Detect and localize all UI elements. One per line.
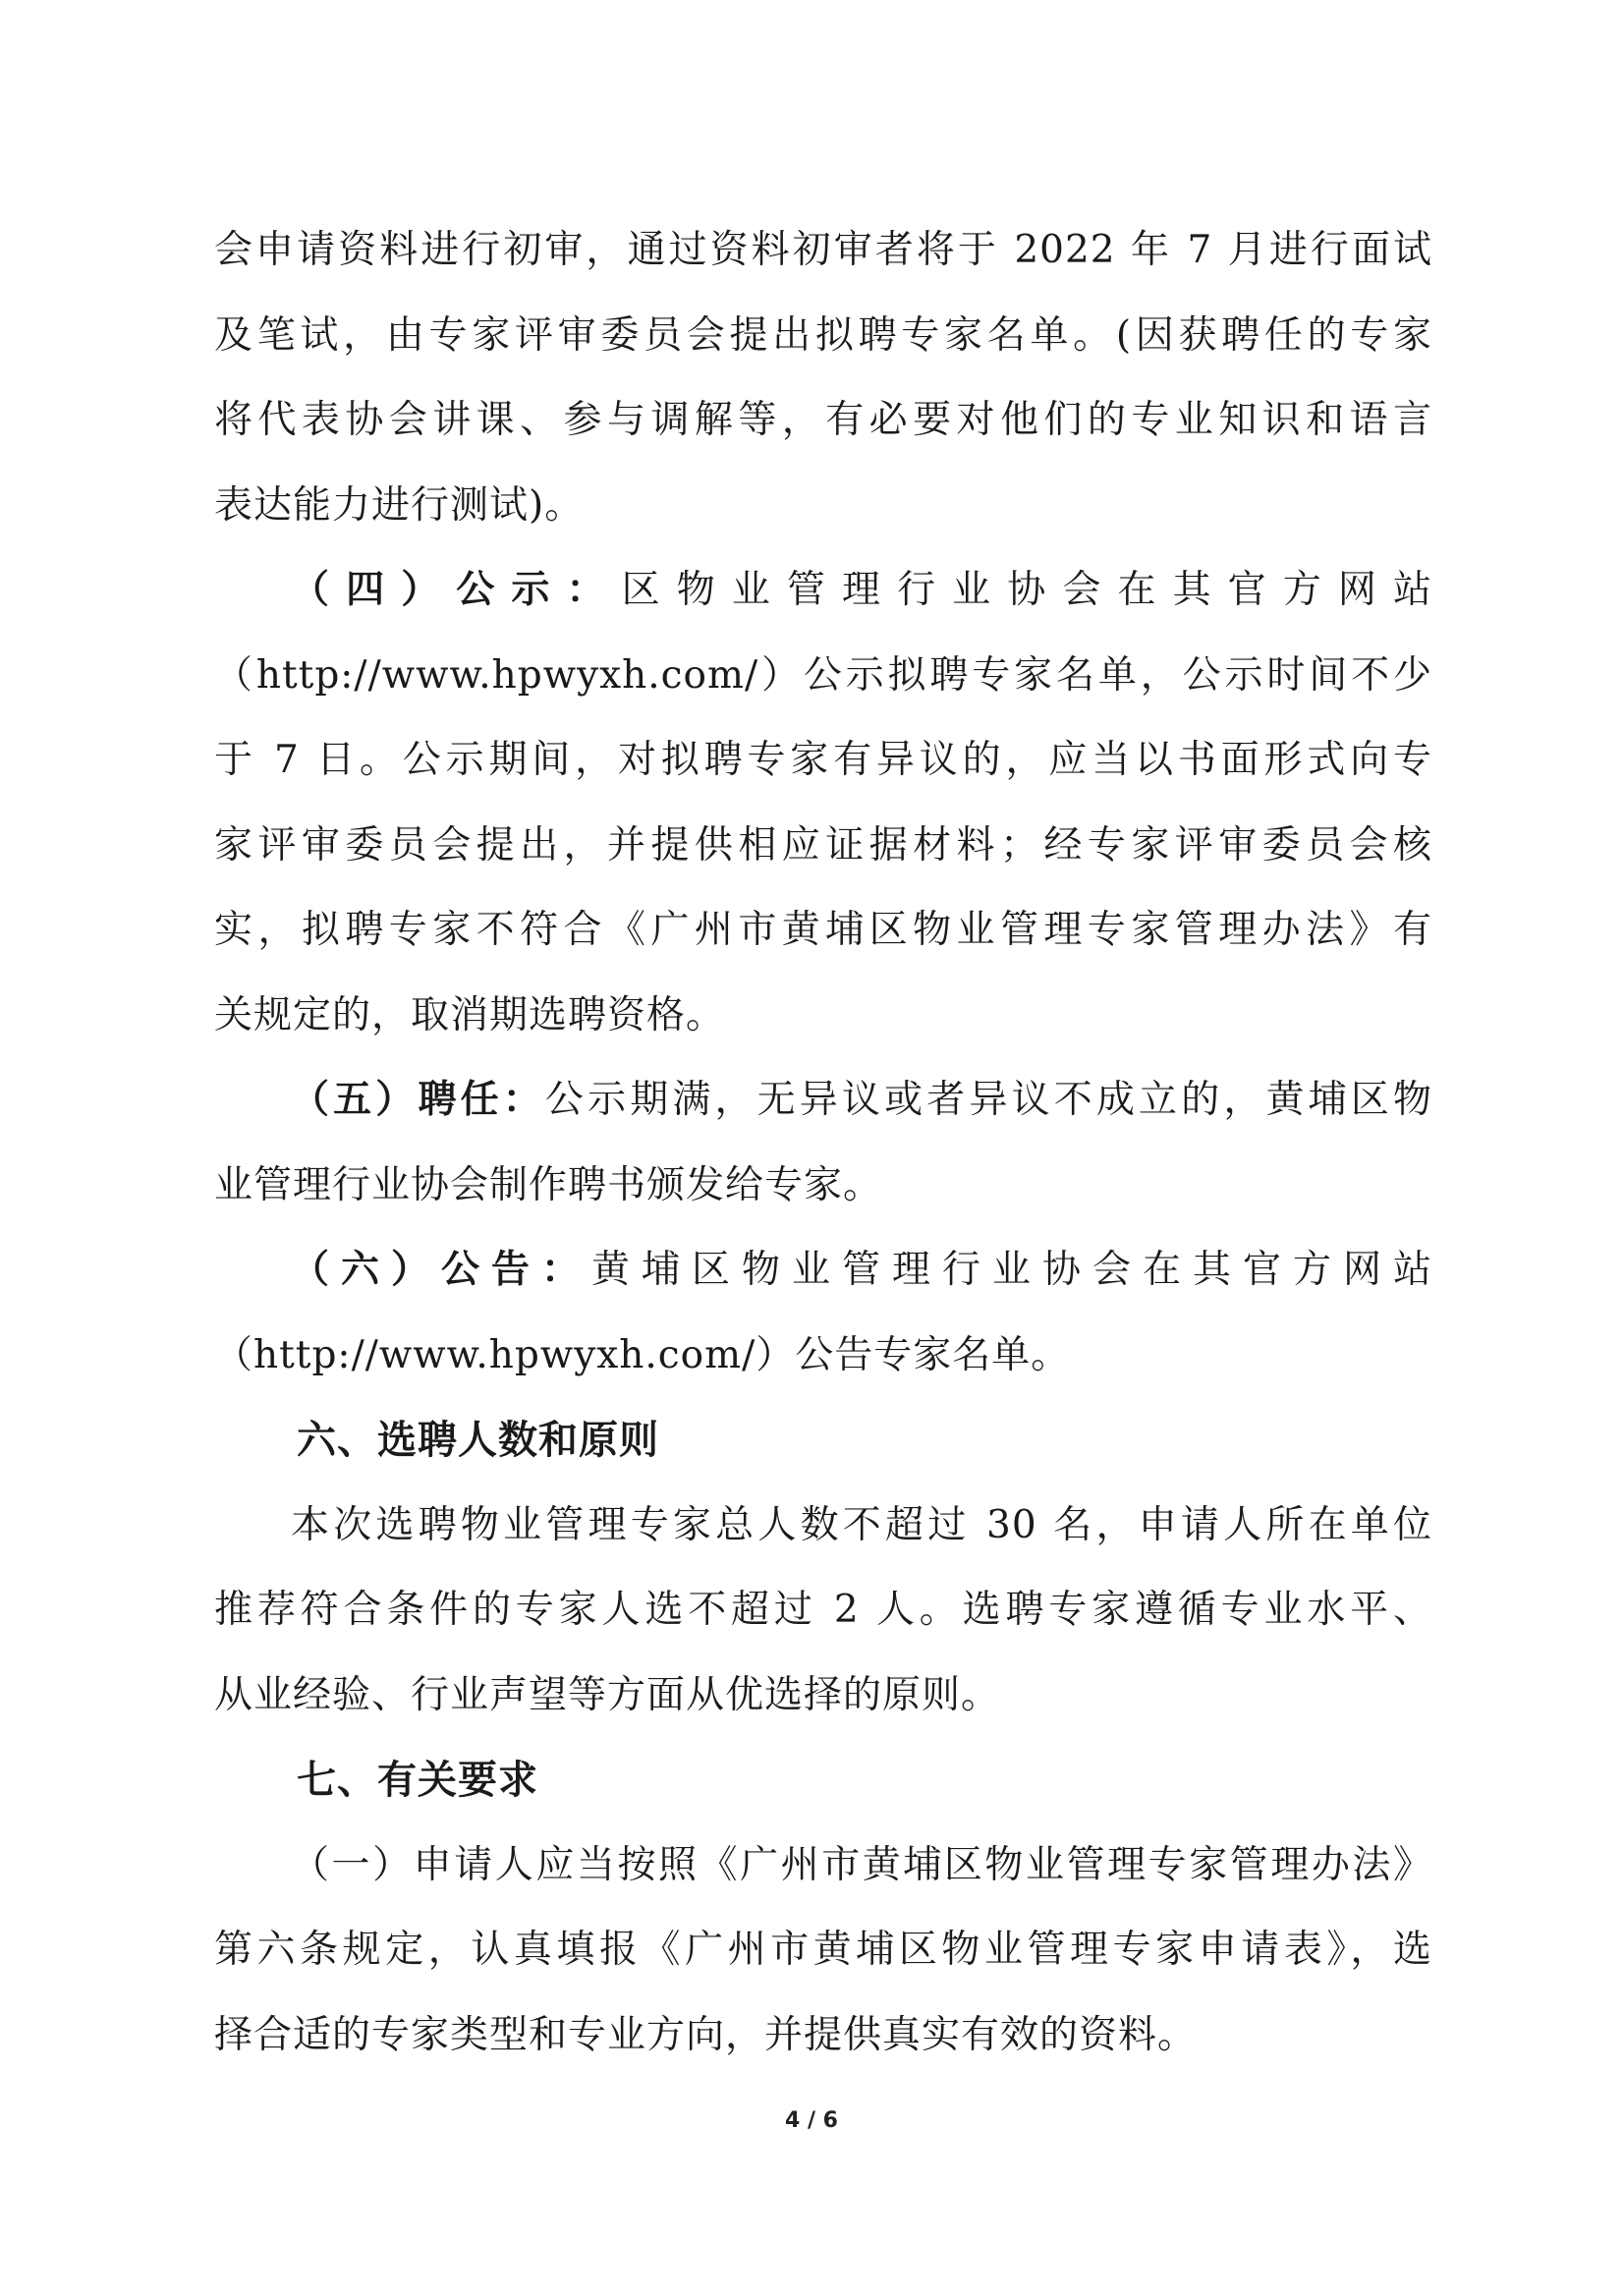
paragraph-line <box>214 804 1432 889</box>
line-text: 将代表协会讲课、参与调解等，有必要对他们的专业知识和语言 <box>214 398 1432 442</box>
line-text: 公示期满，无异议或者异议不成立的，黄埔区物 <box>544 1078 1432 1122</box>
document-body <box>214 208 1432 2078</box>
section-appointment-line <box>214 1058 1432 1144</box>
line-text: 黄埔区物业管理行业协会在其官方网站 <box>591 1248 1432 1292</box>
line-text: 业管理行业协会制作聘书颁发给专家。 <box>214 1162 883 1207</box>
line-text: 推荐符合条件的专家人选不超过 2 人。选聘专家遵循专业水平、 <box>214 1588 1432 1632</box>
paragraph-line <box>214 888 1432 974</box>
line-text: 表达能力进行测试)。 <box>214 482 585 528</box>
line-text: 关规定的，取消期选聘资格。 <box>214 992 726 1037</box>
line-text: 择合适的专家类型和专业方向，并提供真实有效的资料。 <box>214 2012 1198 2057</box>
line-text: 实，拟聘专家不符合《广州市黄埔区物业管理专家管理办法》有 <box>214 908 1432 952</box>
line-text: 区物业管理行业协会在其官方网站 <box>621 568 1432 612</box>
line-text: （一）申请人应当按照《广州市黄埔区物业管理专家管理办法》 <box>291 1842 1432 1887</box>
section-label-appointment: （五）聘任： <box>291 1078 545 1122</box>
paragraph-line <box>214 294 1432 379</box>
line-text: 第六条规定，认真填报《广州市黄埔区物业管理专家申请表》，选 <box>214 1928 1432 1972</box>
line-text: （http://www.hpwyxh.com/）公告专家名单。 <box>214 1332 1071 1377</box>
paragraph-line <box>214 718 1432 804</box>
paragraph-line <box>214 1568 1432 1653</box>
section-label-publicity: （四）公示： <box>291 568 622 612</box>
paragraph-line <box>214 464 1432 549</box>
section-publicity-line <box>214 548 1432 634</box>
paragraph-line <box>214 974 1432 1059</box>
paragraph-line <box>214 1314 1432 1399</box>
paragraph-line <box>214 1144 1432 1229</box>
paragraph-line <box>214 1993 1432 2079</box>
paragraph-line <box>214 634 1432 719</box>
page-number: 4 / 6 <box>785 2108 838 2133</box>
section-heading-seven: 七、有关要求 <box>297 1758 538 1803</box>
section-heading-six: 六、选聘人数和原则 <box>297 1418 659 1463</box>
line-text: 会申请资料进行初审，通过资料初审者将于 2022 年 7 月进行面试 <box>214 228 1432 272</box>
line-text: 家评审委员会提出，并提供相应证据材料；经专家评审委员会核 <box>214 822 1432 868</box>
paragraph-line <box>214 1653 1432 1739</box>
line-text: （http://www.hpwyxh.com/）公示拟聘专家名单，公示时间不少 <box>214 652 1432 698</box>
line-text: 于 7 日。公示期间，对拟聘专家有异议的，应当以书面形式向专 <box>214 738 1432 782</box>
line-text: 本次选聘物业管理专家总人数不超过 30 名，申请人所在单位 <box>291 1502 1432 1547</box>
paragraph-line <box>214 208 1432 294</box>
paragraph-line <box>214 1908 1432 1993</box>
section-announcement-line <box>214 1228 1432 1314</box>
paragraph-line <box>214 1823 1432 1909</box>
line-text: 从业经验、行业声望等方面从优选择的原则。 <box>214 1672 1001 1717</box>
paragraph-line <box>214 1484 1432 1569</box>
line-text: 及笔试，由专家评审委员会提出拟聘专家名单。(因获聘任的专家 <box>214 312 1432 358</box>
section-label-announcement: （六）公告： <box>291 1248 591 1292</box>
paragraph-line <box>214 378 1432 464</box>
